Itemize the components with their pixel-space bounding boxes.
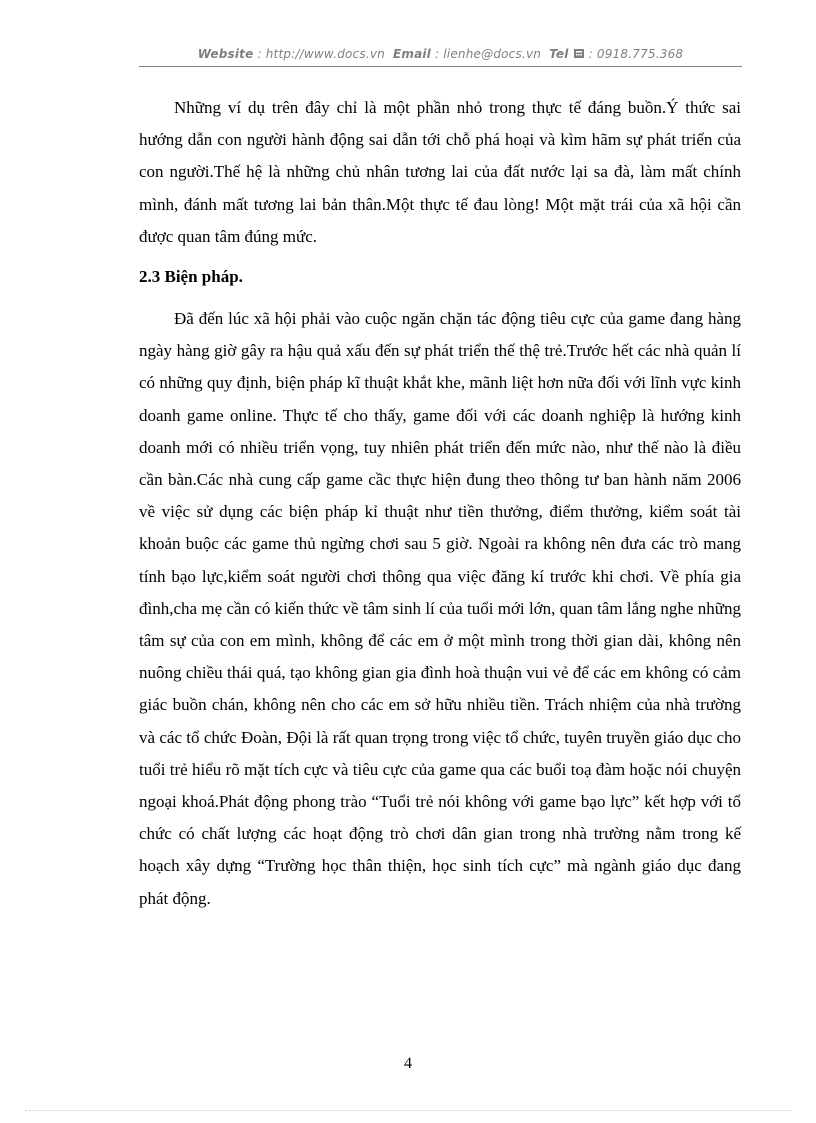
website-url[interactable]: : http://www.docs.vn [257,47,385,61]
tel-number: : 0918.775.368 [588,47,684,61]
footer-divider [25,1110,791,1111]
document-body [139,92,741,915]
email-address[interactable]: : lienhe@docs.vn [435,47,542,61]
page-number: 4 [404,1055,412,1072]
paragraph: Đã đến lúc xã hội phải vào cuộc ngăn chặn tác động tiêu cực của game đang hàng ngày hàng giờ gây ra hậu quả xấu đến sự phát triển thế thệ trẻ.Trước hết các nhà quản lí có những quy định, biện pháp kĩ thuật khắt khe, mãnh liệt hơn nữa đối với lĩnh vực kinh doanh game online. Thực tế cho thấy, game đối với các doanh nghiệp là hướng kinh doanh mới có nhiều triển vọng, tuy nhiên phát triển đến mức nào, như thế nào là điều cần bàn.Các nhà cung cấp game cầc thực hiện đung theo thông tư ban hành năm 2006 về việc sử dụng các biện pháp kỉ thuật như tiền thưởng, điểm thưởng, kiểm soát tài khoản buộc các game thủ ngừng chơi sau 5 giờ. Ngoài ra không nên đưa các trò mang tính bạo lực,kiểm soát người chơi thông qua việc đăng kí trước khi chơi. Về phía gia đình,cha mẹ cần có kiến thức về tâm sinh lí của tuổi mới lớn, quan tâm lắng nghe những tâm sự của con em mình, không để các em ở một mình trong thời gian dài, không nên nuông chiều thái quá, tạo không gian gia đình hoà thuận vui vẻ để các em không có cảm giác buồn chán, không nên cho các em sở hữu nhiều tiền. Trách nhiệm của nhà trường và các tổ chức Đoàn, Đội là rất quan trọng trong việc tổ chức, tuyên truyền giáo dục cho tuổi trẻ hiểu rõ mặt tích cực và tiêu cực của game qua các buổi toạ đàm hoặc nói chuyện ngoại khoá.Phát động phong trào “Tuổi trẻ nói không với game bạo lực” kết hợp với tổ chức có chất lượng các hoạt động trò chơi dân gian trong nhà trường nằm trong kế hoạch xây dựng “Trường học thân thiện, học sinh tích cực” mà ngành giáo dục đang phát động. [139,309,741,908]
page-header [139,47,742,61]
tel-label: Tel [549,47,569,61]
phone-icon [573,48,585,59]
paragraph: Những ví dụ trên đây chỉ là một phần nhỏ trong thực tế đáng buồn.Ý thức sai hướng dẫn con người hành động sai dẫn tới chỗ phá hoại và kìm hãm sự phát triển của con người.Thế hệ là những chủ nhân tương lai của đất nước lại sa đà, làm mất chính mình, đánh mất tương lai bản thân.Một thực tế đau lòng! Một mặt trái của xã hội cần được quan tâm đúng mức. [139,98,741,246]
website-label: Website [197,47,254,61]
header-divider [139,66,742,67]
email-label: Email [392,47,431,61]
section-heading: 2.3 Biện pháp. [139,267,243,287]
